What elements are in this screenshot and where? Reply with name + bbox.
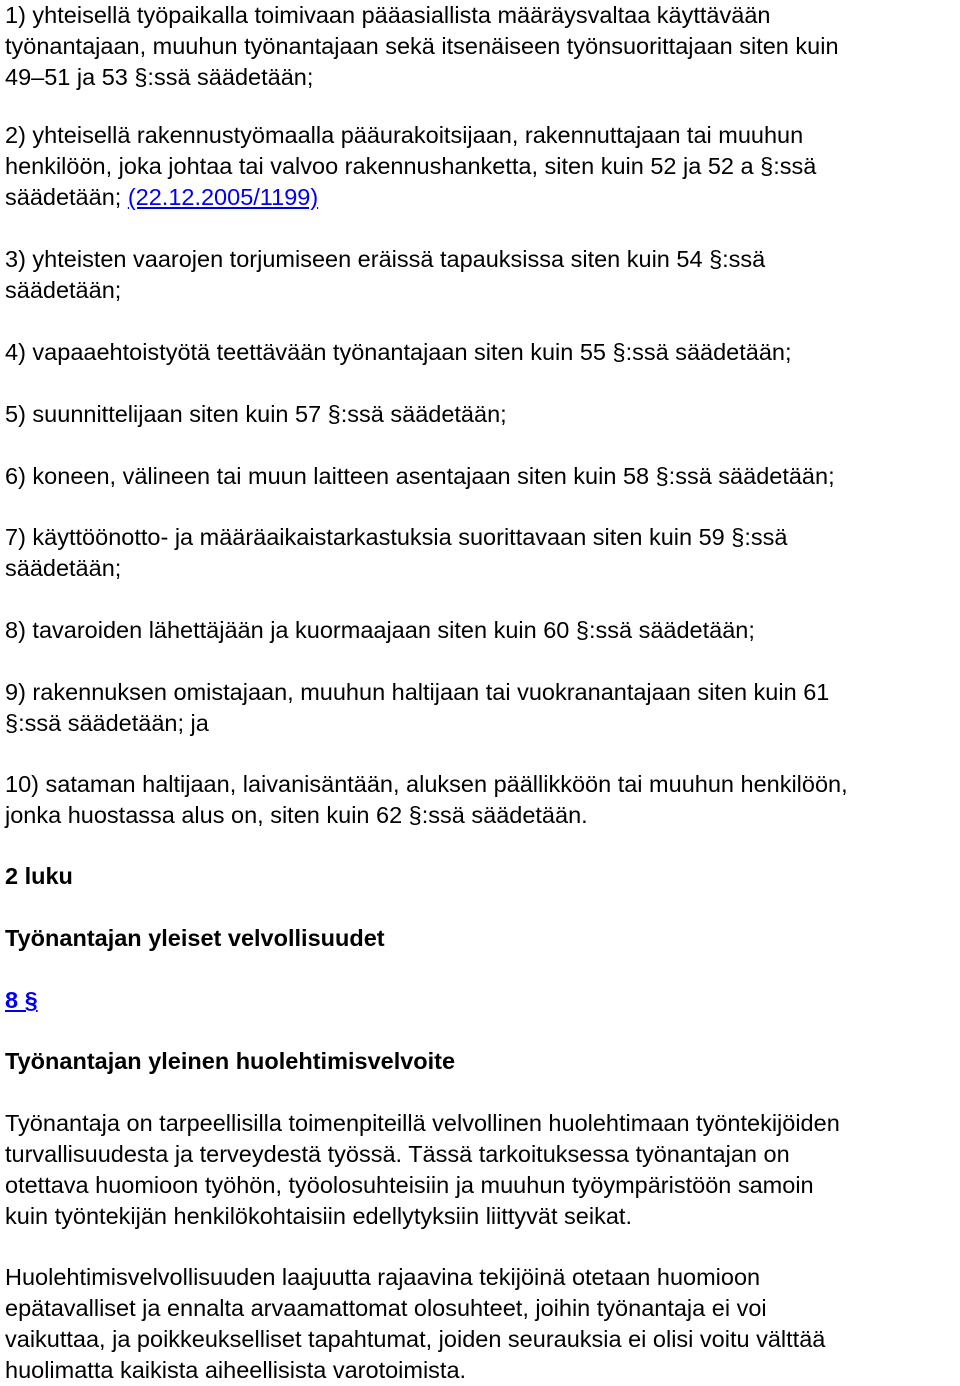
line: työnantajaan, muuhun työnantajaan sekä itsenäiseen työnsuorittajaan siten kuin [5, 33, 839, 59]
chapter-title: Työnantajan yleiset velvollisuudet [5, 925, 385, 951]
line: 9) rakennuksen omistajaan, muuhun haltijaan tai vuokranantajaan siten kuin 61 [5, 679, 830, 705]
list-item-7 [5, 522, 787, 584]
paragraph-1 [5, 1108, 840, 1232]
line: 6) koneen, välineen tai muun laitteen asentajaan siten kuin 58 §:ssä säädetään; [5, 463, 835, 489]
line: 49–51 ja 53 §:ssä säädetään; [5, 64, 314, 90]
line: jonka huostassa alus on, siten kuin 62 §:ssä säädetään. [5, 802, 588, 828]
line: 1) yhteisellä työpaikalla toimivaan pääasiallista määräysvaltaa käyttävään [5, 2, 771, 28]
line: epätavalliset ja ennalta arvaamattomat olosuhteet, joihin työnantaja ei voi [5, 1295, 767, 1321]
list-item-2 [5, 120, 816, 213]
line: vaikuttaa, ja poikkeukselliset tapahtumat, joiden seurauksia ei olisi voitu välttää [5, 1326, 826, 1352]
line: henkilöön, joka johtaa tai valvoo rakennushanketta, siten kuin 52 ja 52 a §:ssä [5, 153, 817, 179]
list-item-9 [5, 677, 829, 739]
line [5, 182, 816, 213]
list-item-4 [5, 337, 792, 368]
list-item-3 [5, 244, 765, 306]
list-item-8 [5, 615, 755, 646]
line: säädetään; [5, 555, 122, 581]
line: 10) sataman haltijaan, laivanisäntään, aluksen päällikköön tai muuhun henkilöön, [5, 771, 848, 797]
list-item-6 [5, 461, 835, 492]
line: Työnantaja on tarpeellisilla toimenpiteillä velvollinen huolehtimaan työntekijöiden [5, 1110, 840, 1136]
section-heading [5, 985, 38, 1016]
line: kuin työntekijän henkilökohtaisiin edellytyksiin liittyvät seikat. [5, 1203, 632, 1229]
line: §:ssä säädetään; ja [5, 710, 209, 736]
line: huolimatta kaikista aiheellisista varotoimista. [5, 1357, 467, 1383]
paragraph-2 [5, 1262, 825, 1386]
list-item-5 [5, 399, 507, 430]
amendment-link[interactable]: (22.12.2005/1199) [127, 184, 319, 210]
line: 4) vapaaehtoistyötä teettävään työnantajaan siten kuin 55 §:ssä säädetään; [5, 339, 792, 365]
line: 5) suunnittelijaan siten kuin 57 §:ssä säädetään; [5, 401, 507, 427]
line: otettava huomioon työhön, työolosuhteisiin ja muuhun työympäristöön samoin [5, 1172, 814, 1198]
chapter-heading: 2 luku [5, 863, 73, 889]
line: turvallisuudesta ja terveydestä työssä. Tässä tarkoituksessa työnantajan on [5, 1141, 790, 1167]
list-item-10 [5, 769, 848, 831]
line-text: säädetään; [5, 184, 128, 210]
section-link[interactable]: 8 § [5, 987, 38, 1013]
line: 8) tavaroiden lähettäjään ja kuormaajaan siten kuin 60 §:ssä säädetään; [5, 617, 755, 643]
line: 3) yhteisten vaarojen torjumiseen eräissä tapauksissa siten kuin 54 §:ssä [5, 246, 766, 272]
list-item-1 [5, 0, 839, 93]
section-title: Työnantajan yleinen huolehtimisvelvoite [5, 1048, 456, 1074]
line: säädetään; [5, 277, 122, 303]
line: Huolehtimisvelvollisuuden laajuutta rajaavina tekijöinä otetaan huomioon [5, 1264, 761, 1290]
line: 2) yhteisellä rakennustyömaalla pääurakoitsijaan, rakennuttajaan tai muuhun [5, 122, 804, 148]
line: 7) käyttöönotto- ja määräaikaistarkastuksia suorittavaan siten kuin 59 §:ssä [5, 524, 788, 550]
